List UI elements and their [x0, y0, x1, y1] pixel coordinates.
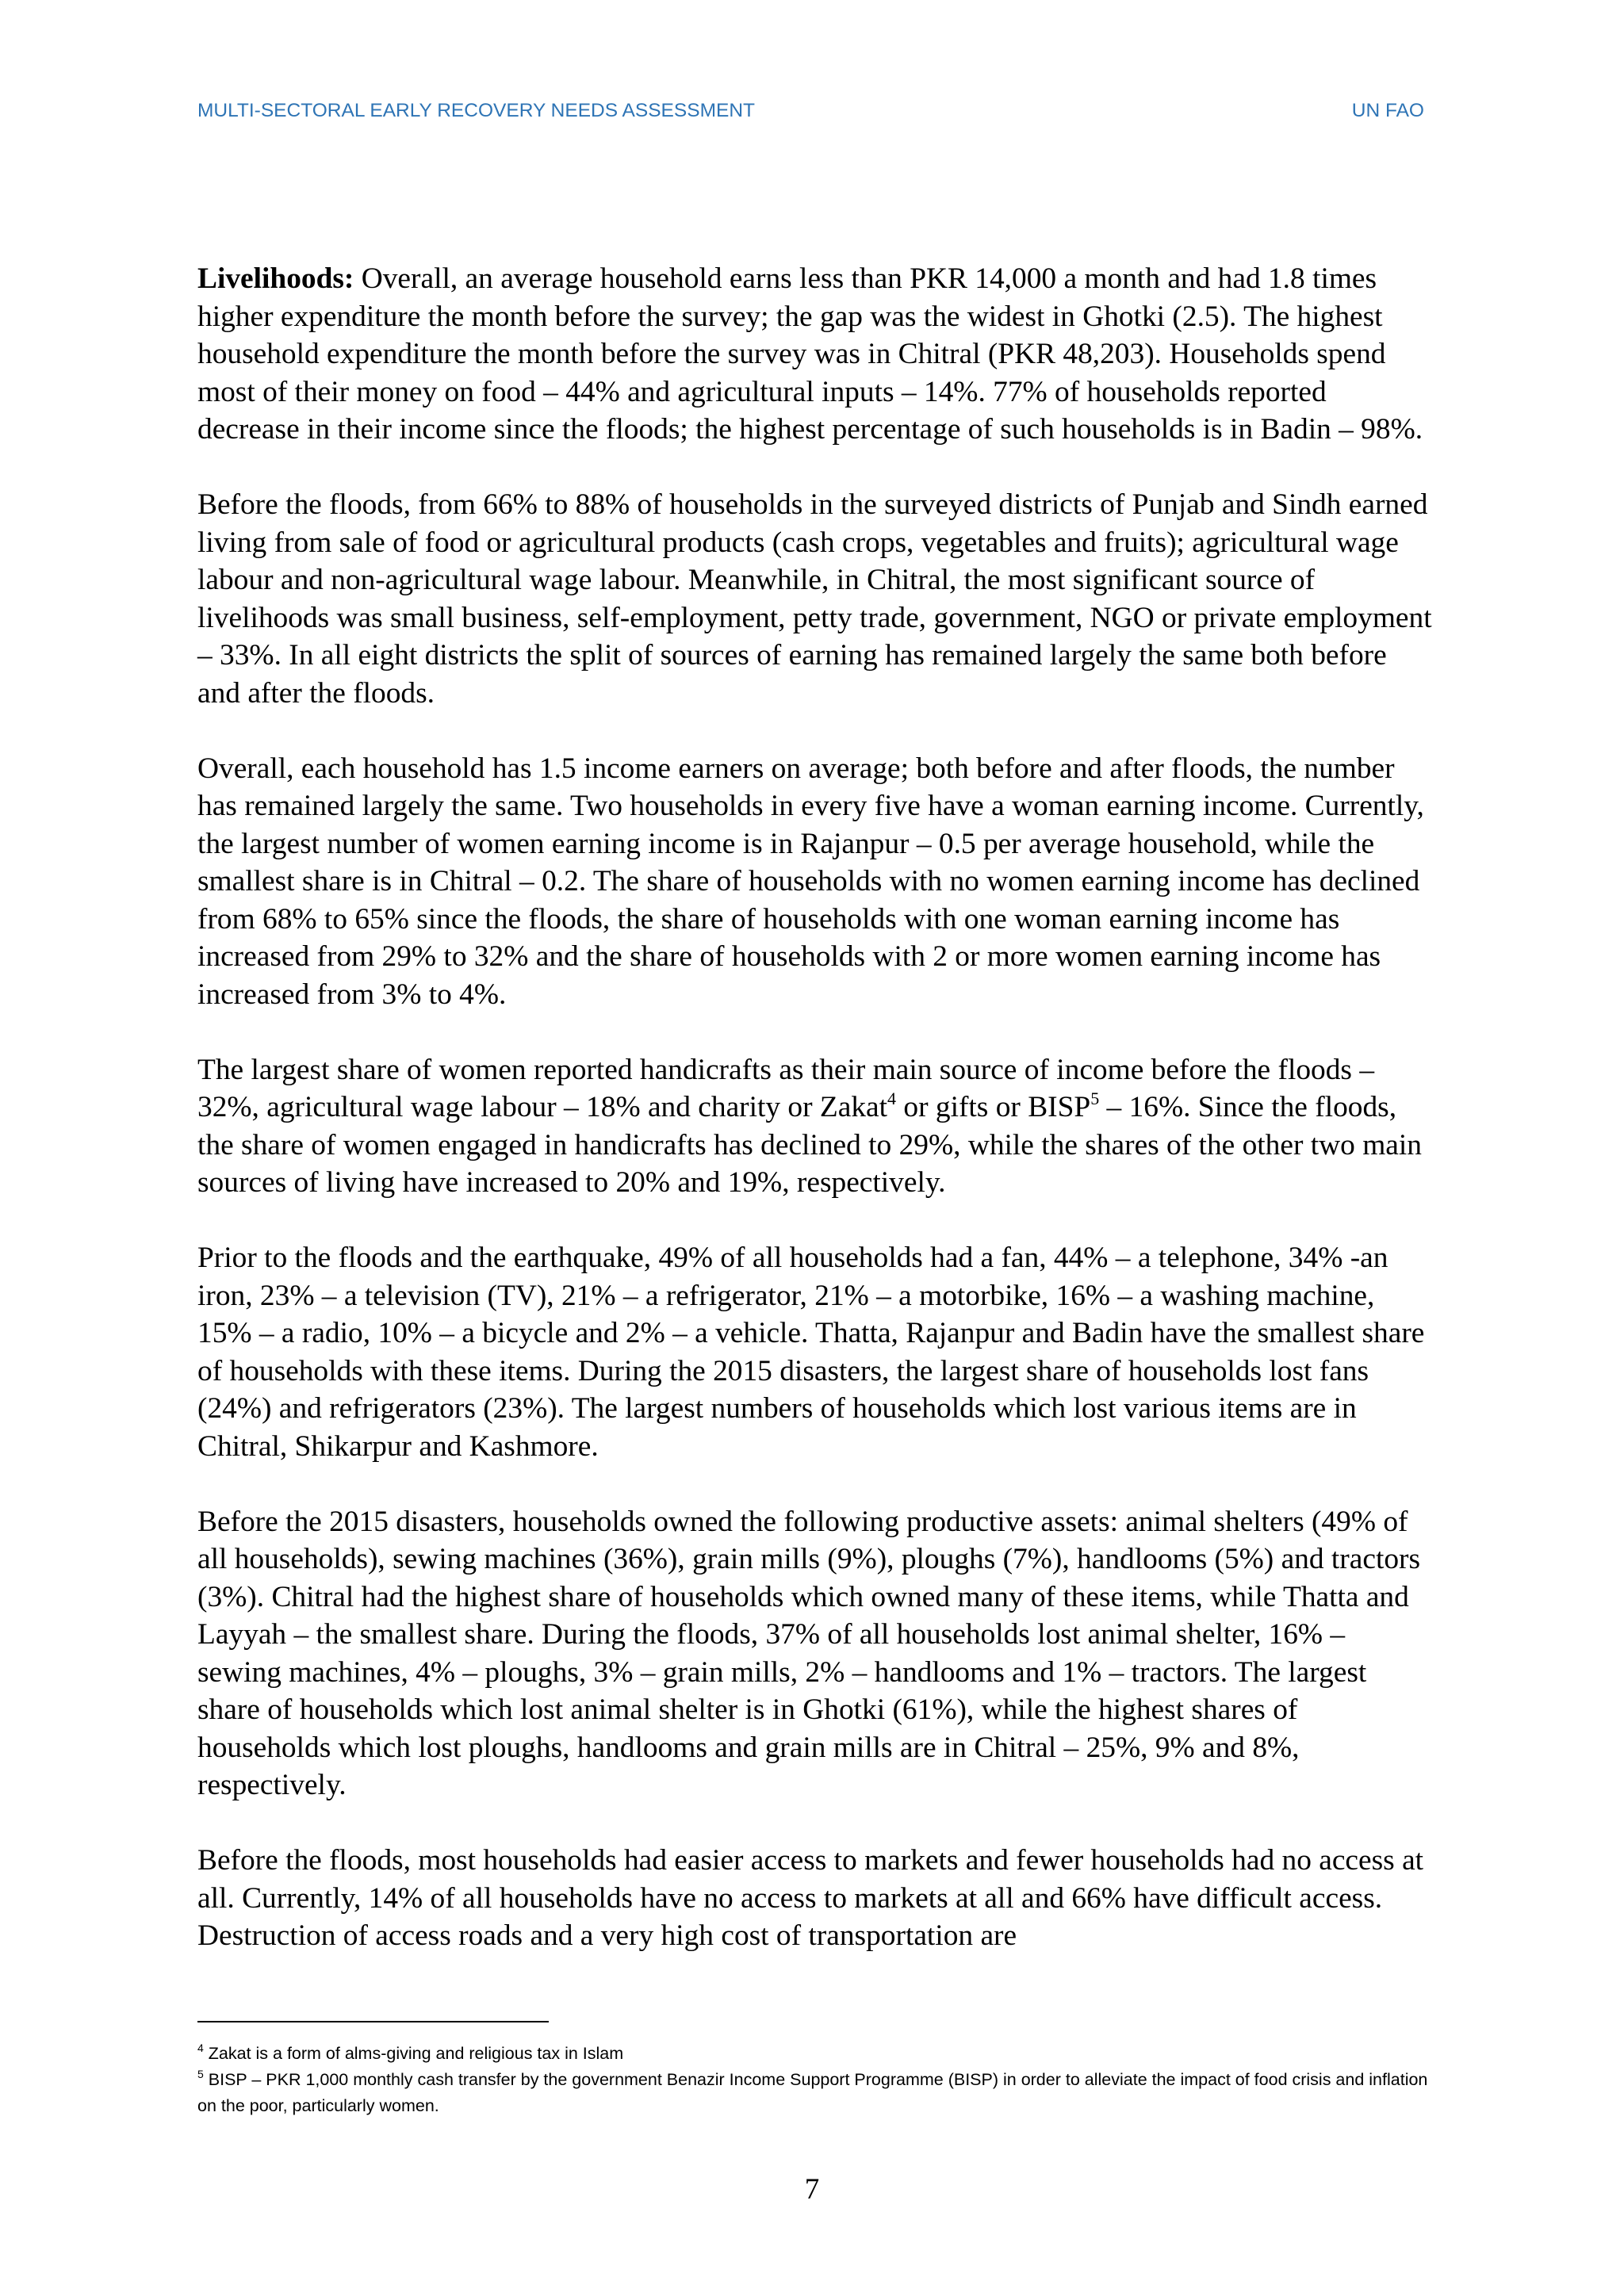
footnote-ref-5[interactable]: 5 — [1090, 1088, 1100, 1108]
footnote-text: Zakat is a form of alms-giving and religious tax in Islam — [203, 2044, 624, 2063]
footnote-divider — [197, 2021, 549, 2022]
paragraph-text: The largest share of women reported handicrafts as their main source of income before the floods – 32%, agricultural wage labour – 18% and charity or Zakat — [197, 1053, 1375, 1123]
paragraph-market-access: Before the floods, most households had easier access to markets and fewer households had no access at all. Currently, 14% of all households have no access to markets at all and 66% have difficult access. Destruction of access roads and a very high cost of transportation are — [197, 1844, 1424, 1952]
header-title: MULTI-SECTORAL EARLY RECOVERY NEEDS ASSESSMENT — [197, 100, 755, 121]
footnote-4 — [197, 2041, 1434, 2067]
header-organization: UN FAO — [1351, 100, 1424, 121]
paragraph-sources-of-livelihood: Before the floods, from 66% to 88% of households in the surveyed districts of Punjab and Sindh earned living from sale of food or agricultural products (cash crops, vegetables and fruits); agricultural wage labour and non-agricultural wage labour. Meanwhile, in Chitral, the most significant source of livelihoods was small business, self-employment, petty trade, government, NGO or private employment – 33%. In all eight districts the split of sources of earning has remained largely the same both before and after the floods. — [197, 488, 1432, 710]
page-number: 7 — [804, 2173, 820, 2206]
footnote-number: 5 — [197, 2067, 204, 2080]
paragraph-lead: Livelihoods: — [197, 262, 354, 295]
footnote-ref-4[interactable]: 4 — [887, 1088, 897, 1108]
paragraph-income-earners: Overall, each household has 1.5 income earners on average; both before and after floods, the number has remained largely the same. Two households in every five have a woman earning income. Currently, the largest number of women earning income is in Rajanpur – 0.5 per average household, while the smallest share is in Chitral – 0.2. The share of households with no women earning income has declined from 68% to 65% since the floods, the share of households with one woman earning income has increased from 29% to 32% and the share of households with 2 or more women earning income has increased from 3% to 4%. — [197, 752, 1424, 1011]
footnote-number: 4 — [197, 2041, 204, 2054]
footnote-5 — [197, 2067, 1434, 2119]
running-header — [197, 100, 1424, 127]
paragraph-productive-assets: Before the 2015 disasters, households owned the following productive assets: animal shelters (49% of all households), sewing machines (36%), grain mills (9%), ploughs (7%), handlooms (5%) and tractors (3%). Chitral had the highest share of households which owned many of these items, while Thatta and Layyah – the smallest share. During the floods, 37% of all households lost animal shelter, 16% – sewing machines, 4% – ploughs, 3% – grain mills, 2% – handlooms and 1% – tractors. The largest share of households which lost animal shelter is in Ghotki (61%), while the highest shares of households which lost ploughs, handlooms and grain mills are in Chitral – 25%, 9% and 8%, respectively. — [197, 1505, 1421, 1801]
footnotes — [197, 2041, 1434, 2119]
paragraph-livelihoods — [197, 260, 1434, 449]
body-text — [197, 260, 1434, 1992]
paragraph-text: Overall, an average household earns less than PKR 14,000 a month and had 1.8 times higher expenditure the month before the survey; the gap was the widest in Ghotki (2.5). The highest household expenditure the month before the survey was in Chitral (PKR 48,203). Households spend most of their money on food – 44% and agricultural inputs – 14%. 77% of households reported decrease in their income since the floods; the highest percentage of such households is in Badin – 98%. — [197, 262, 1423, 446]
paragraph-household-items: Prior to the floods and the earthquake, 49% of all households had a fan, 44% – a telephone, 34% -an iron, 23% – a television (TV), 21% – a refrigerator, 21% – a motorbike, 16% – a washing machine, 15% – a radio, 10% – a bicycle and 2% – a vehicle. Thatta, Rajanpur and Badin have the smallest share of households with these items. During the 2015 disasters, the largest share of households lost fans (24%) and refrigerators (23%). The largest numbers of households which lost various items are in Chitral, Shikarpur and Kashmore. — [197, 1242, 1425, 1463]
footnote-text: BISP – PKR 1,000 monthly cash transfer by the government Benazir Income Support Programme (BISP) in order to alleviate the impact of food crisis and inflation on the poor, particularly women. — [197, 2070, 1428, 2115]
paragraph-women-income-sources — [197, 1051, 1434, 1202]
paragraph-text: or gifts or BISP — [896, 1091, 1091, 1123]
paragraph-text: – 16%. Since the floods, the share of women engaged in handicrafts has declined to 29%, while the shares of the other two main sources of living have increased to 20% and 19%, respectively. — [197, 1091, 1422, 1199]
